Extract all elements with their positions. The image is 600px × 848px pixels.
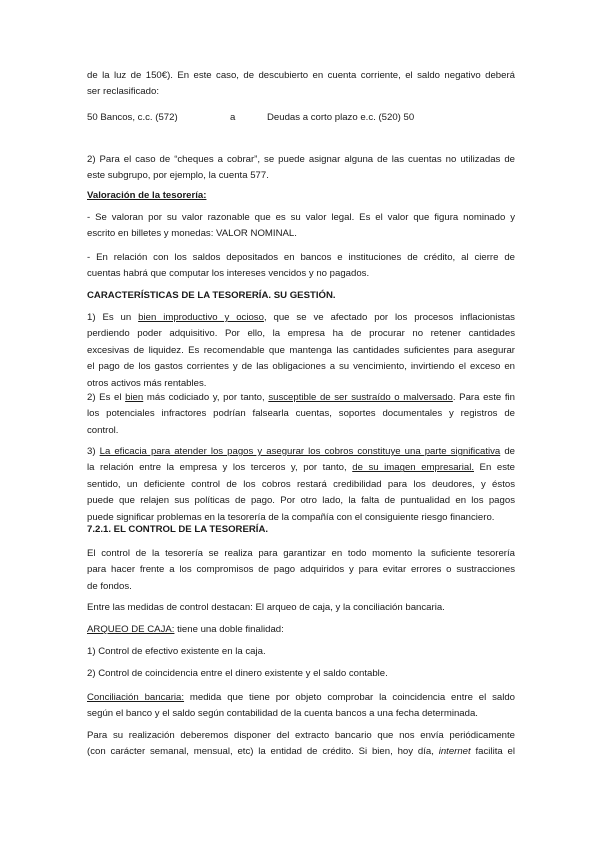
section-heading: Valoración de la tesorería: (87, 190, 207, 201)
text-line: 2) Para el caso de “cheques a cobrar”, se puede asignar alguna de las cuentas no utilizadas de (87, 154, 515, 165)
text-line: de fondos. (87, 580, 132, 592)
text-line: perdiendo poder adquisitivo. Por ello, la empresa ha de procurar no retener cantidades (87, 328, 515, 340)
text-line: el pago de los gastos corrientes y de las obligaciones a su vencimiento, invirtiendo el exceso en (87, 361, 515, 373)
paragraph-valoracion-2 (87, 250, 515, 283)
journal-entry-row (87, 110, 517, 126)
text-run: la relación entre la empresa y los terceros y, por tanto, (87, 462, 353, 474)
text-line: 2) Control de coincidencia entre el dinero existente y el saldo contable. (87, 668, 388, 679)
paragraph-arqueo (87, 622, 515, 638)
text-run: tiene una doble finalidad: (174, 624, 284, 635)
underlined-term: de su imagen empresarial. (352, 462, 474, 474)
text-line (87, 310, 515, 326)
underlined-term: La eficacia para atender los pagos y asegurar los cobros constituye una parte significativa (99, 446, 501, 457)
text-line: este subgrupo, por ejemplo, la cuenta 577. (87, 170, 269, 182)
list-item-arqueo-1 (87, 644, 515, 660)
text-line (87, 390, 515, 406)
text-run: más codiciado y, por tanto, (143, 392, 269, 403)
paragraph-realizacion (87, 728, 515, 761)
text-line: excesivas de liquidez. Es recomendable que mantenga las cantidades suficientes para asegurar (87, 344, 515, 356)
underlined-term: susceptible de ser sustraído o malversado (268, 392, 453, 403)
credit-account: Deudas a corto plazo e.c. (520) 50 (267, 112, 415, 123)
paragraph-control-1 (87, 546, 515, 595)
text-run: de (500, 446, 515, 457)
paragraph-overdraft-reclassify (87, 68, 515, 101)
text-line: ser reclasificado: (87, 86, 159, 98)
text-line (87, 444, 515, 460)
text-line: puede que relajen sus políticas de pago. Por otro lado, la falta de puntualidad en los pagos (87, 495, 515, 507)
text-run: 3) (87, 446, 100, 457)
underlined-term: ARQUEO DE CAJA: (87, 624, 175, 635)
paragraph-conciliacion (87, 690, 515, 723)
text-line: 1) Control de efectivo existente en la caja. (87, 646, 266, 657)
text-line: de la luz de 150€). En este caso, de descubierto en cuenta corriente, el saldo negativo deberá (87, 70, 515, 81)
section-heading: 7.2.1. EL CONTROL DE LA TESORERÍA. (87, 524, 269, 535)
text-line (87, 690, 515, 706)
text-line: control. (87, 424, 119, 436)
text-line (87, 622, 515, 638)
text-line: según el banco y el saldo según contabilidad de la cuenta bancos a una fecha determinada. (87, 708, 478, 720)
text-line: para hacer frente a los compromisos de pago adquiridos y para evitar errores o sustracciones (87, 564, 515, 576)
text-run: facilita el (470, 746, 515, 758)
text-line: Entre las medidas de control destacan: El arqueo de caja, y la conciliación bancaria. (87, 602, 445, 613)
text-line (87, 744, 515, 760)
paragraph-valoracion-1 (87, 210, 515, 243)
paragraph-cheques (87, 152, 515, 185)
text-line: - En relación con los saldos depositados en bancos e instituciones de crédito, al cierre de (87, 252, 515, 263)
list-item-arqueo-2 (87, 666, 515, 682)
italic-term: internet (438, 746, 471, 758)
text-run: En este (474, 462, 515, 474)
paragraph-caracteristica-2 (87, 390, 515, 439)
text-line: puede significar problemas en la tesorería de la compañía con el consiguiente riesgo financiero. (87, 511, 495, 523)
paragraph-caracteristica-1 (87, 310, 515, 392)
underlined-term: Conciliación bancaria: (87, 692, 185, 703)
heading-control-tesoreria (87, 522, 515, 538)
text-line: otros activos más rentables. (87, 377, 207, 389)
text-run: 1) Es un (87, 312, 139, 323)
underlined-term: bien (125, 392, 144, 403)
text-line: - Se valoran por su valor razonable que es su valor legal. Es el valor que figura nominado y (87, 212, 515, 223)
text-run: , que se ve afectado por los procesos inflacionistas (263, 312, 515, 323)
text-line: Para su realización deberemos disponer del extracto bancario que nos envía periódicamente (87, 730, 515, 741)
text-line: cuentas habrá que computar los intereses vencidos y no pagados. (87, 268, 370, 280)
entry-connector: a (230, 112, 236, 123)
paragraph-caracteristica-3 (87, 444, 515, 526)
text-run: 2) Es el (87, 392, 126, 403)
heading-valoracion (87, 188, 515, 204)
underlined-term: bien improductivo y ocioso (138, 312, 264, 323)
heading-caracteristicas (87, 288, 515, 304)
debit-account: 50 Bancos, c.c. (572) (87, 112, 178, 123)
section-heading: CARACTERÍSTICAS DE LA TESORERÍA. SU GESTIÓN. (87, 290, 336, 301)
text-run: . Para este fin (452, 392, 515, 403)
text-line: El control de la tesorería se realiza para garantizar en todo momento la suficiente tesorería (87, 548, 515, 559)
text-run: (con carácter semanal, mensual, etc) la entidad de crédito. Si bien, hoy día, (87, 746, 439, 758)
text-line (87, 460, 515, 476)
text-line: escrito en billetes y monedas: VALOR NOMINAL. (87, 228, 297, 240)
text-run: medida que tiene por objeto comprobar la coincidencia entre el saldo (184, 692, 515, 703)
text-line: los potenciales infractores podrían falsearla cuentas, soportes documentales y registros de (87, 408, 515, 420)
paragraph-control-2 (87, 600, 515, 616)
text-line: sentido, un deficiente control de los cobros restará credibilidad para los deudores, y éstos (87, 478, 515, 490)
